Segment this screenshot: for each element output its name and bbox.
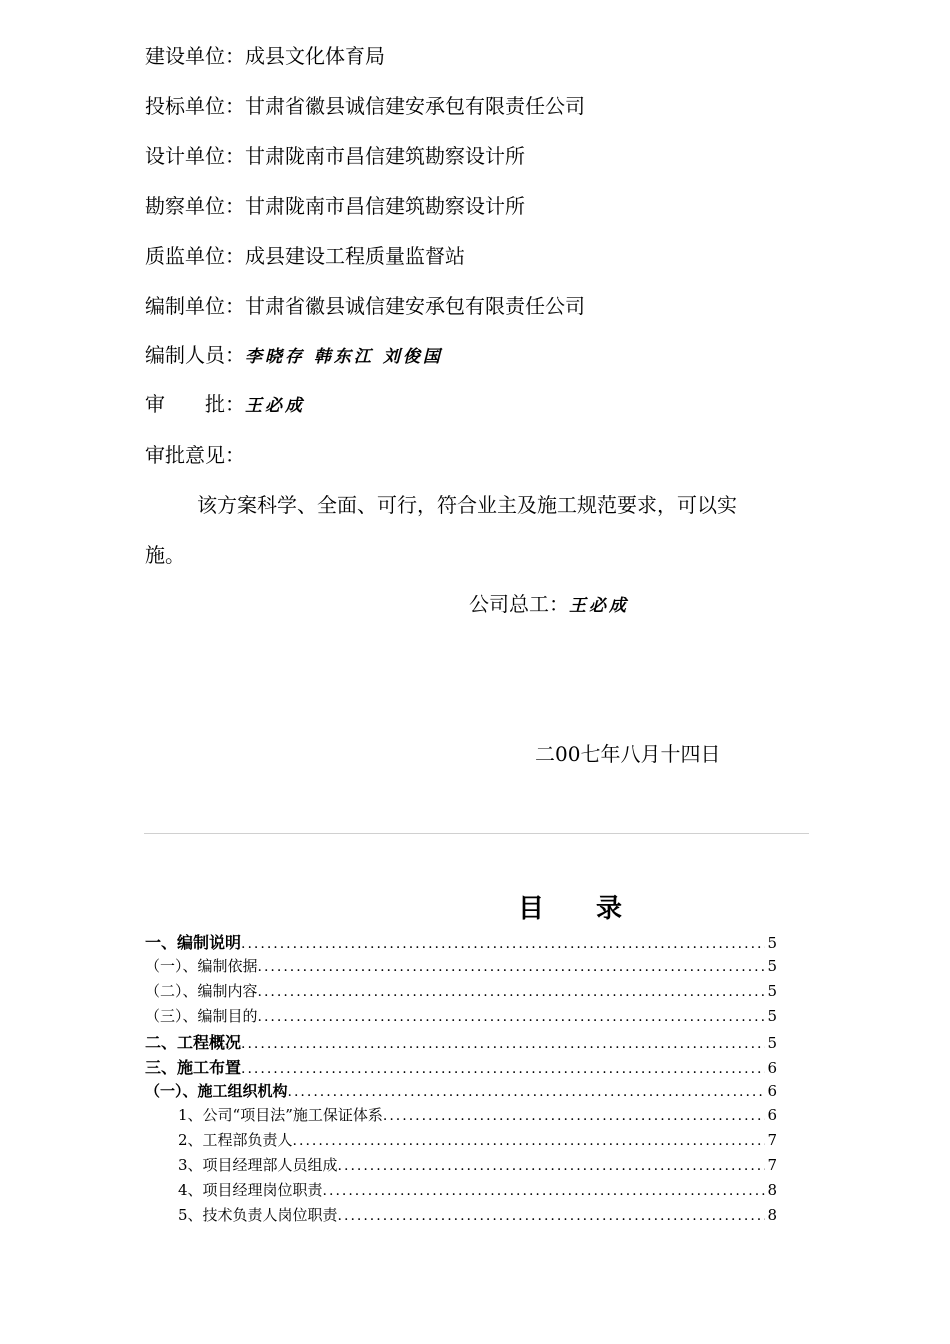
toc-item[interactable] <box>178 1104 777 1126</box>
toc-page-number: 5 <box>767 957 777 975</box>
toc-page-number: 7 <box>767 1131 777 1149</box>
toc-item[interactable] <box>145 1080 777 1102</box>
toc-page-number: 5 <box>767 982 777 1000</box>
toc-leader <box>241 1036 765 1052</box>
toc-item[interactable] <box>145 955 777 977</box>
toc-item[interactable] <box>145 930 777 952</box>
toc-page-number: 6 <box>767 1059 777 1077</box>
info-row-compiler-unit <box>145 293 585 319</box>
toc-leader <box>258 959 766 975</box>
info-row-staff <box>145 342 443 370</box>
chief-engineer-signature: 王必成 <box>569 596 629 616</box>
info-row-surveyor <box>145 193 525 219</box>
info-value: 甘肃陇南市昌信建筑勘察设计所 <box>245 144 525 168</box>
toc-leader <box>241 1061 765 1077</box>
info-label: 编制人员： <box>145 343 245 367</box>
toc-item-text: 1、公司“项目法”施工保证体系 <box>178 1106 383 1124</box>
page-divider <box>144 833 809 834</box>
info-label: 编制单位： <box>145 294 245 318</box>
toc-item[interactable] <box>145 1055 777 1077</box>
info-label: 建设单位： <box>145 44 245 68</box>
toc-item-text: 3、项目经理部人员组成 <box>178 1156 338 1174</box>
info-label: 质监单位： <box>145 244 245 268</box>
info-value: 成县建设工程质量监督站 <box>245 244 465 268</box>
toc-leader <box>338 1158 766 1174</box>
info-row-designer <box>145 143 525 169</box>
toc-leader <box>288 1084 766 1100</box>
info-label: 审 批： <box>145 392 245 416</box>
staff-signatures: 李晓存 韩东江 刘俊国 <box>245 347 443 367</box>
document-date: 二00七年八月十四日 <box>535 742 721 766</box>
info-row-owner <box>145 43 385 69</box>
toc-leader <box>258 1009 766 1025</box>
toc-item-text: 5、技术负责人岗位职责 <box>178 1206 338 1224</box>
info-value: 甘肃省徽县诚信建安承包有限责任公司 <box>245 94 585 118</box>
toc-leader <box>383 1108 766 1124</box>
info-label: 勘察单位： <box>145 194 245 218</box>
toc-item[interactable] <box>145 1005 777 1027</box>
toc-title: 目 录 <box>517 894 622 924</box>
toc-page-number: 5 <box>767 1007 777 1025</box>
info-value: 成县文化体育局 <box>245 44 385 68</box>
toc-page-number: 6 <box>767 1082 777 1100</box>
toc-leader <box>241 936 765 952</box>
toc-leader <box>293 1133 766 1149</box>
toc-page-number: 6 <box>767 1106 777 1124</box>
toc-item[interactable] <box>178 1179 777 1201</box>
toc-item[interactable] <box>178 1154 777 1176</box>
toc-item-text: 二、工程概况 <box>145 1033 242 1052</box>
chief-engineer-label: 公司总工： <box>469 592 569 616</box>
toc-item-text: 三、施工布置 <box>145 1058 242 1077</box>
toc-item[interactable] <box>145 980 777 1002</box>
toc-item[interactable] <box>145 1030 777 1052</box>
info-label: 投标单位： <box>145 94 245 118</box>
toc-item-text: 4、项目经理岗位职责 <box>178 1181 323 1199</box>
toc-item-text: （三）、编制目的 <box>145 1007 258 1025</box>
toc-leader <box>323 1183 766 1199</box>
info-value: 甘肃陇南市昌信建筑勘察设计所 <box>245 194 525 218</box>
info-row-bidder <box>145 93 585 119</box>
opinion-label: 审批意见： <box>145 443 245 467</box>
toc-item-text: （一）、施工组织机构 <box>145 1082 288 1100</box>
opinion-text-line2: 施。 <box>145 543 185 567</box>
toc-item[interactable] <box>178 1204 777 1226</box>
toc-page-number: 5 <box>767 1034 777 1052</box>
toc-item-text: （二）、编制内容 <box>145 982 258 1000</box>
opinion-text-line1: 该方案科学、全面、可行，符合业主及施工规范要求，可以实 <box>197 493 737 517</box>
toc-page-number: 5 <box>767 934 777 952</box>
toc-leader <box>338 1208 766 1224</box>
chief-engineer-row <box>469 591 629 619</box>
info-row-quality-supervisor <box>145 243 465 269</box>
toc-page-number: 8 <box>767 1206 777 1224</box>
toc-item-text: 一、编制说明 <box>145 933 242 952</box>
approval-signature: 王必成 <box>245 396 305 416</box>
toc-item[interactable] <box>178 1129 777 1151</box>
info-value: 甘肃省徽县诚信建安承包有限责任公司 <box>245 294 585 318</box>
toc-page-number: 8 <box>767 1181 777 1199</box>
toc-leader <box>258 984 766 1000</box>
info-row-approval <box>145 391 305 419</box>
info-label: 设计单位： <box>145 144 245 168</box>
toc-item-text: 2、工程部负责人 <box>178 1131 293 1149</box>
toc-page-number: 7 <box>767 1156 777 1174</box>
toc-item-text: （一）、编制依据 <box>145 957 258 975</box>
